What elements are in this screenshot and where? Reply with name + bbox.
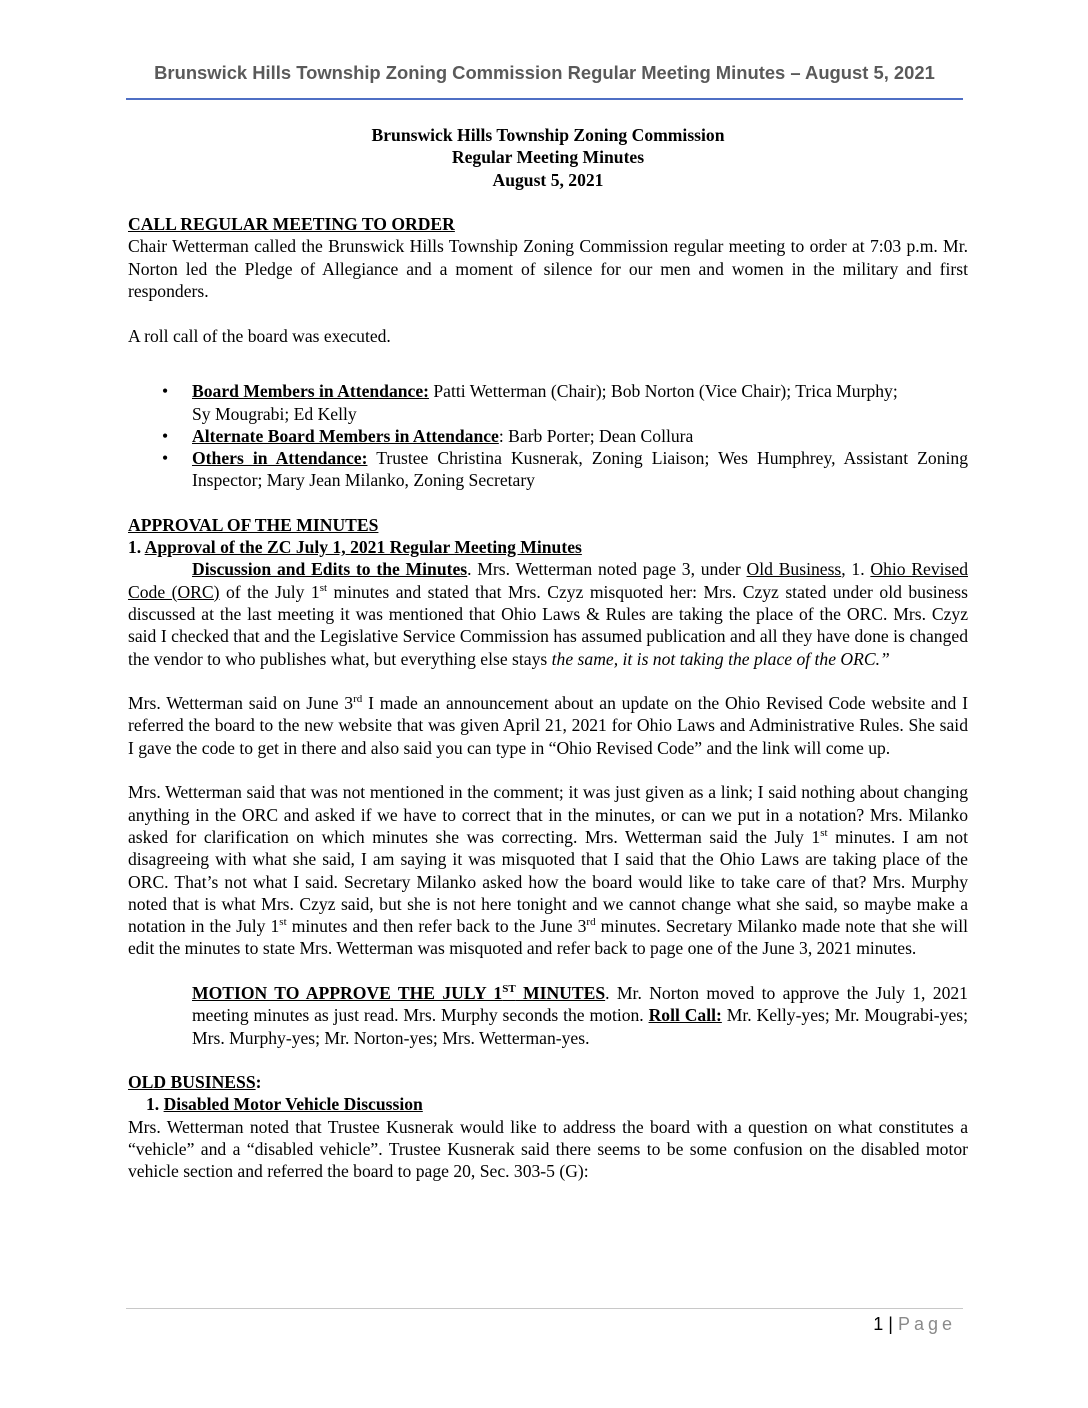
page-footer [873,1314,956,1335]
old-business-item-number: 1. [146,1094,164,1115]
alternate-members-label: Alternate Board Members in Attendance [192,425,499,446]
paragraph-text: minutes. Secretary Milanko made note that she will edit the minutes to state Mrs. Wetterman was misquoted and refer back to page one of the June 3, 2021 minutes. [128,916,968,959]
board-members-text-cont: Sy Mougrabi; Ed Kelly [192,403,357,424]
old-business-item-text: Disabled Motor Vehicle Discussion [163,1094,423,1115]
running-header: Brunswick Hills Township Zoning Commission Regular Meeting Minutes – August 5, 2021 [154,62,935,83]
paragraph-text: Mrs. Wetterman said that was not mentioned in the comment; it was just given as a link; I said nothing about changing anything in the ORC and asked if we have to correct that in the minutes, or can we put in a notation? Mrs. Milanko asked for clarification on which minutes she was correcting. Mrs. Wetterman said the July 1 [128,782,968,847]
list-item [192,447,968,492]
motion-text: . Mr. Norton moved to approve the July 1, 2021 meeting minutes as just read. Mrs. Murphy seconds the motion. [192,982,968,1026]
ordinal-suffix: st [319,581,328,594]
ordinal-suffix: rd [353,693,363,706]
roll-call-label: Roll Call: [648,1005,722,1026]
footer-separator: | [883,1314,898,1334]
call-to-order-paragraph: Chair Wetterman called the Brunswick Hills Township Zoning Commission regular meeting to order at 7:03 p.m. Mr. Norton led the Pledge of Allegiance and a moment of silence for our men and women in the military and first responders. [128,236,968,302]
discussion-text: , 1. [841,559,871,580]
motion-label-text: MOTION TO APPROVE THE JULY 1 [192,982,503,1003]
attendance-list [128,380,968,491]
paragraph-text: Mrs. Wetterman said on June 3 [128,693,354,714]
call-to-order-heading: CALL REGULAR MEETING TO ORDER [128,214,455,235]
old-business-heading [128,1071,968,1093]
orc-ref: Ohio Revised Code (ORC) [128,559,968,602]
title-line-3: August 5, 2021 [492,169,604,190]
old-business-item-title [128,1093,968,1115]
discussion-italic-text: the same, it is not taking the place of the ORC.” [551,648,890,669]
others-text: Trustee Christina Kusnerak, Zoning Liaison; Wes Humphrey, Assistant Zoning Inspector; Mary Jean Milanko, Zoning Secretary [192,448,968,491]
approval-item-text: Approval of the ZC July 1, 2021 Regular Meeting Minutes [144,537,582,558]
roll-call-paragraph: A roll call of the board was executed. [128,325,391,346]
title-line-2: Regular Meeting Minutes [451,147,645,168]
motion-label-text: MINUTES [515,982,606,1003]
motion-paragraph [128,982,968,1049]
old-business-paragraph: Mrs. Wetterman noted that Trustee Kusnerak would like to address the board with a question on what constitutes a “vehicle” and a “disabled vehicle”. Trustee Kusnerak said there seems to be some confusion on the disabled motor vehicle section and referred the board to page 20, Sec. 303-5 (G): [128,1116,968,1182]
footer-rule [126,1308,963,1309]
paragraph-text: I made an announcement about an update on the Ohio Revised Code website and I referred the board to the new website that was given April 21, 2021 for Ohio Laws and Administrative Rules. She said I gave the code to get in there and also said you can type in “Ohio Revised Code” and the link will come up. [128,693,968,758]
discussion-paragraph [128,558,968,669]
approval-item-number: 1. [128,537,145,558]
document-body [128,124,968,1183]
document-title [128,124,968,191]
motion-text: Mr. Kelly-yes; Mr. Mougrabi-yes; Mrs. Murphy-yes; Mr. Norton-yes; Mrs. Wetterman-yes. [192,1005,968,1048]
discussion-text: of the July 1 [219,581,320,602]
others-label: Others in Attendance: [192,448,368,469]
motion-label [192,983,605,1003]
paragraph-text: minutes and then refer back to the June 3 [286,916,587,937]
header-rule [126,98,963,100]
ordinal-suffix: rd [586,916,596,929]
ordinal-suffix: st [820,827,828,840]
approval-item-title [128,536,968,558]
correction-paragraph [128,781,968,959]
paragraph-text: minutes. I am not disagreeing with what she said, I am saying it was misquoted that I said that the Ohio Laws are taking place of the ORC. That’s not what I said. Secretary Milanko asked how the board would like to take care of that? Mrs. Murphy noted that is what Mrs. Czyz said, but she is not here tonight and we cannot change what she said, so maybe make a notation in the July 1 [128,826,968,937]
alternate-members-text: : Barb Porter; Dean Collura [498,425,694,446]
heading-colon: : [255,1072,262,1093]
page-number: 1 [873,1314,884,1334]
page-word: Page [897,1314,956,1334]
old-business-ref: Old Business [746,559,842,580]
board-members-text: Patti Wetterman (Chair); Bob Norton (Vice Chair); Trica Murphy; [429,381,898,402]
ordinal-suffix: st [279,916,287,929]
ordinal-suffix: ST [502,983,516,996]
approval-heading: APPROVAL OF THE MINUTES [128,514,379,535]
discussion-text: . Mrs. Wetterman noted page 3, under [467,559,747,580]
list-item [192,380,968,425]
discussion-text: minutes and stated that Mrs. Czyz misquoted her: Mrs. Czyz stated under old business discussed at the last meeting it was mentioned that Ohio Laws & Rules are taking the place of the ORC. Mrs. Czyz said I checked that and the Legislative Service Commission has assumed publication and all they have done is changed the vendor to who publishes what, but everything else stays [128,581,968,669]
title-line-1: Brunswick Hills Township Zoning Commission [371,125,725,145]
board-members-label: Board Members in Attendance: [192,381,429,402]
announcement-paragraph [128,692,968,759]
list-item [192,425,968,447]
old-business-heading-text: OLD BUSINESS [128,1072,256,1093]
discussion-label: Discussion and Edits to the Minutes [192,559,468,580]
